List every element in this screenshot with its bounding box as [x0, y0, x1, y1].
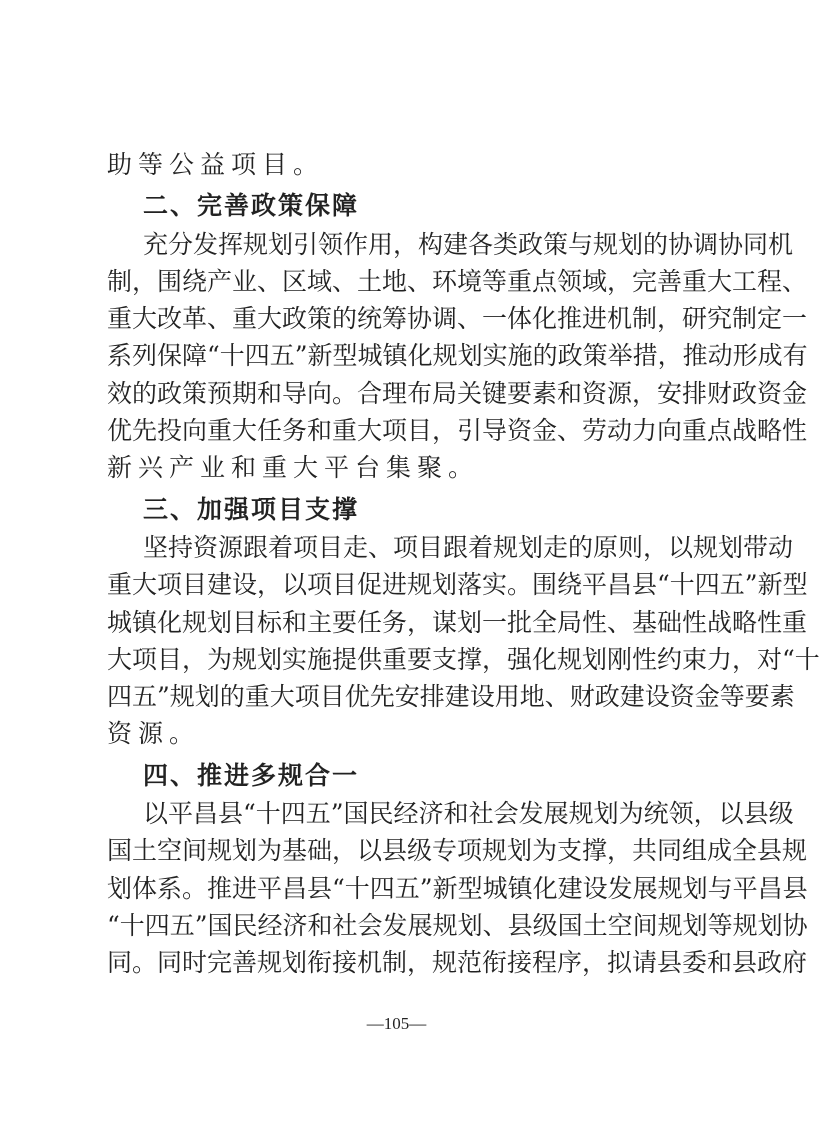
- text-line: 同。同时完善规划衔接机制，规范衔接程序，拟请县委和县政府: [107, 948, 808, 978]
- text-line: 制，围绕产业、区域、土地、环境等重点领域，完善重大工程、: [107, 266, 808, 296]
- text-line: 国土空间规划为基础，以县级专项规划为支撑，共同组成全县规: [107, 836, 808, 866]
- text-line: 重大改革、重大政策的统筹协调、一体化推进机制，研究制定一: [107, 304, 808, 334]
- text-line: 系列保障“十四五”新型城镇化规划实施的政策举措，推动形成有: [107, 341, 808, 371]
- text-line: 优先投向重大任务和重大项目，引导资金、劳动力向重点战略性: [107, 416, 808, 446]
- text-line: 新兴产业和重大平台集聚。: [107, 453, 480, 483]
- text-line: 助等公益项目。: [107, 150, 325, 179]
- text-line: 大项目，为规划实施提供重要支撑，强化规划刚性约束力，对“十: [107, 644, 820, 674]
- text-line: 以平昌县“十四五”国民经济和社会发展规划为统领，以县级: [143, 799, 794, 829]
- text-line: 重大项目建设，以项目促进规划落实。围绕平昌县“十四五”新型: [107, 570, 808, 600]
- text-line: 资源。: [107, 719, 201, 749]
- text-line: 效的政策预期和导向。合理布局关键要素和资源，安排财政资金: [107, 378, 808, 408]
- page-number: —105—: [366, 1014, 427, 1033]
- section-heading-2: 二、完善政策保障: [143, 191, 360, 221]
- text-line: 四五”规划的重大项目优先安排建设用地、财政建设资金等要素: [107, 682, 795, 712]
- section-heading-4: 四、推进多规合一: [143, 760, 360, 790]
- section-heading-3: 三、加强项目支撑: [143, 494, 360, 524]
- document-body: [107, 146, 820, 982]
- text-line: 城镇化规划目标和主要任务，谋划一批全局性、基础性战略性重: [107, 607, 808, 637]
- text-line: “十四五”国民经济和社会发展规划、县级国土空间规划等规划协: [107, 910, 808, 940]
- text-line: 坚持资源跟着项目走、项目跟着规划走的原则，以规划带动: [143, 532, 794, 562]
- text-line: 划体系。推进平昌县“十四五”新型城镇化建设发展规划与平昌县: [107, 873, 808, 903]
- text-line: 充分发挥规划引领作用，构建各类政策与规划的协调协同机: [143, 229, 794, 259]
